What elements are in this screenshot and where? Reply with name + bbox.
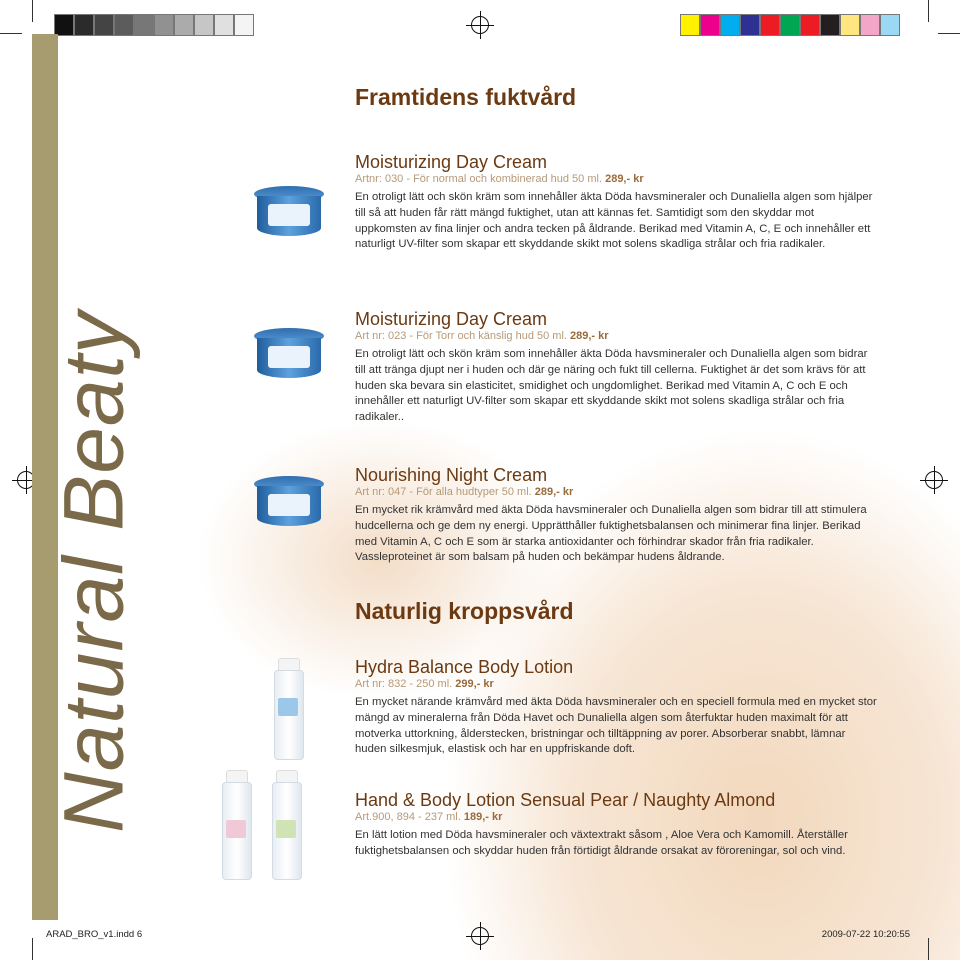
product-price: 289,- kr <box>605 173 644 185</box>
day-cream-jar-image <box>254 186 324 238</box>
article-number: Artnr: 030 - För normal och kombinerad hud 50 ml. <box>355 173 603 185</box>
product-name: Nourishing Night Cream <box>355 465 548 485</box>
product-description: En mycket närande krämvård med äkta Döda havsmineraler och en speciell formula med en mycket stor mängd av mineralerna från Döda Havet och Dunaliella algen som återfuktar huden maximalt för att motverka uttorkning, ålderstecken, bristningar och tilltäppning av porer. Absorberar snabbt, lämnar huden silkesmjuk, elastisk och har en uppfriskande doft. <box>355 696 877 756</box>
crop-mark <box>32 938 33 960</box>
registration-mark-icon <box>471 927 489 945</box>
product-article <box>355 677 877 691</box>
article-number: Art nr: 832 - 250 ml. <box>355 678 453 690</box>
product-description: En otroligt lätt och skön kräm som innehåller äkta Döda havsmineraler och Dunaliella algen som hjälper till så att huden får rätt mängd fuktighet, utan att kännas fet. Samtidigt som den skyddar mot uppkomsten av fina linjer och andra tecken på åldrande. Berikad med Vitamin A, C, E och innehåller ett naturligt UV-filter som skapar ett skyddande skikt mot solens skadliga strålar och fria radikaler. <box>355 191 873 251</box>
registration-mark-icon <box>925 471 943 489</box>
product-description: En lätt lotion med Döda havsmineraler och växtextrakt såsom , Aloe Vera och Kamomill. Återställer fuktighetsbalansen och skyddar huden från förtidigt åldrande orsakat av föroreningar, sol och vind. <box>355 829 848 857</box>
article-number: Art.900, 894 - 237 ml. <box>355 811 461 823</box>
product-article <box>355 810 877 824</box>
product-article <box>355 485 877 499</box>
product-entry <box>355 790 877 860</box>
night-cream-jar-image <box>254 476 324 528</box>
vertical-brand-title: Natural Beaty <box>46 311 141 833</box>
color-bar <box>680 14 900 36</box>
section-heading-body-care: Naturlig kroppsvård <box>355 598 574 624</box>
section-heading-facial-care: Framtidens fuktvård <box>355 84 577 110</box>
product-name: Hydra Balance Body Lotion <box>355 657 574 677</box>
product-name: Moisturizing Day Cream <box>355 152 548 172</box>
hand-lotion-bottle-image <box>272 770 302 880</box>
body-lotion-bottle-image <box>274 658 304 758</box>
product-price: 289,- kr <box>570 330 609 342</box>
product-name: Hand & Body Lotion Sensual Pear / Naughty Almond <box>355 790 776 810</box>
product-entry <box>355 657 877 758</box>
product-description: En mycket rik krämvård med äkta Döda havsmineraler och Dunaliella algen som bidrar till att stimulera hudcellerna och ge dem ny energi. Upprätthåller fuktighetsbalansen och minimerar fina linjer. Berikad med Vitamin A, C och E som är starka antioxidanter och förhindrar skador från fria radikaler. Vassleproteinet är som balsam på huden och bekämpar hudens åldrande. <box>355 504 867 564</box>
product-entry <box>355 152 877 253</box>
product-price: 189,- kr <box>463 811 503 823</box>
product-name: Moisturizing Day Cream <box>355 309 548 329</box>
footer-filename: ARAD_BRO_v1.indd 6 <box>46 929 143 940</box>
product-description: En otroligt lätt och skön kräm som innehåller äkta Döda havsmineraler och Dunaliella algen som bidrar till att tränga djupt ner i huden och där ge näring och fukt till cellerna. Fuktighet är det som krävs för att huden ska bevara sin elasticitet, smidighet och ungdomlighet. Berikad med Vitamin A, C och E och innehåller ett naturligt UV-filter som skapar ett skyddande skikt mot solens skadliga strålar och fria radikaler.. <box>355 348 868 424</box>
grayscale-bar <box>54 14 254 36</box>
crop-mark <box>928 0 929 22</box>
article-number: Art nr: 047 - För alla hudtyper 50 ml. <box>355 486 532 498</box>
article-number: Art nr: 023 - För Torr och känslig hud 50 ml. <box>355 330 567 342</box>
product-entry <box>355 465 877 566</box>
product-price: 289,- kr <box>534 486 574 498</box>
product-article <box>355 329 877 343</box>
crop-mark <box>928 938 929 960</box>
product-entry <box>355 309 877 426</box>
product-article <box>355 172 877 186</box>
day-cream-jar-image <box>254 328 324 380</box>
crop-mark <box>938 33 960 34</box>
product-price: 299,- kr <box>455 678 494 690</box>
hand-lotion-bottle-image <box>222 770 252 880</box>
crop-mark <box>32 0 33 22</box>
footer-timestamp: 2009-07-22 10:20:55 <box>821 929 910 940</box>
registration-mark-icon <box>471 16 489 34</box>
crop-mark <box>0 33 22 34</box>
